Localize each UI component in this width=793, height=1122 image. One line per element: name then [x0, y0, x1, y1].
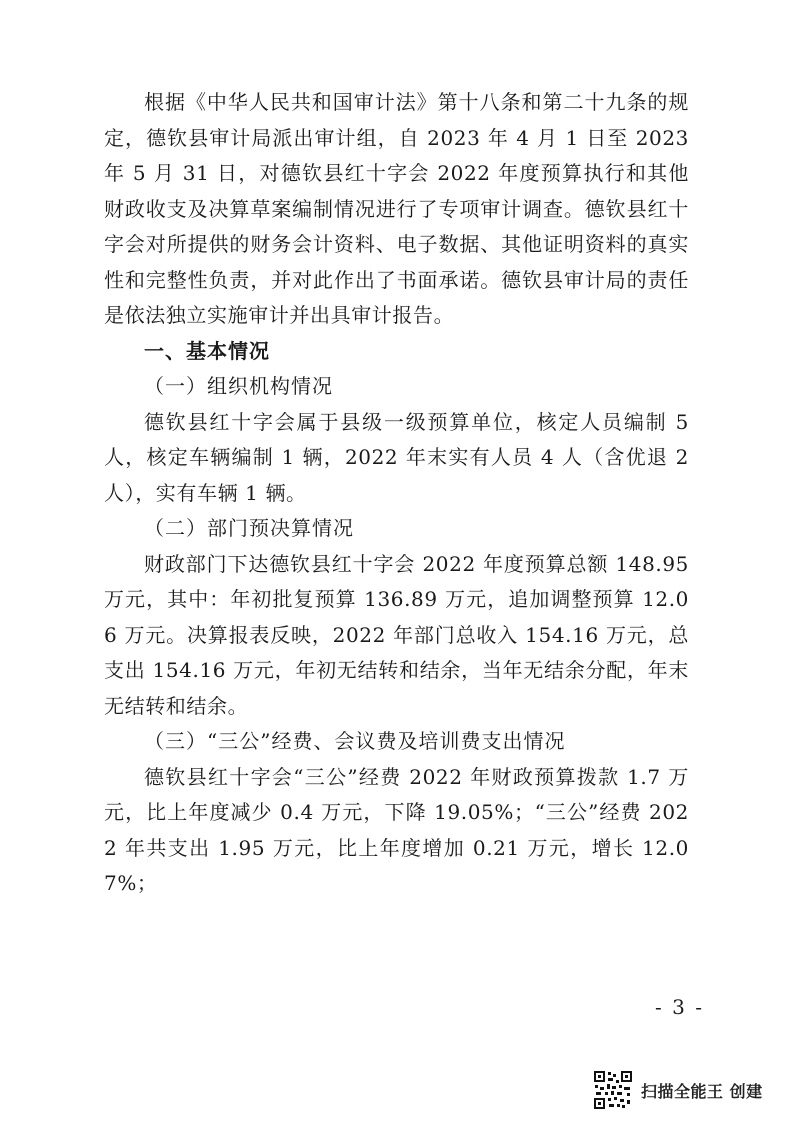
document-body: [104, 85, 689, 902]
subsection-heading-organization: （一）组织机构情况: [144, 374, 333, 398]
organization-paragraph: 德钦县红十字会属于县级一级预算单位，核定人员编制 5 人，核定车辆编制 1 辆，2022 年末实有人员 4 人（含优退 2 人），实有车辆 1 辆。: [104, 409, 689, 505]
intro-paragraph: 根据《中华人民共和国审计法》第十八条和第二十九条的规定，德钦县审计局派出审计组，自 2023 年 4 月 1 日至 2023 年 5 月 31 日，对德钦县红十字会 2022 年度预算执行和其他财政收支及决算草案编制情况进行了专项审计调查。德钦县红十字会对所提供的财务会计资料、电子数据、其他证明资料的真实性和完整性负责，并对此作出了书面承诺。德钦县审计局的责任是依法独立实施审计并出具审计报告。: [104, 90, 689, 327]
page-number: - 3 -: [655, 995, 704, 1019]
section-heading-basic-info: 一、基本情况: [144, 338, 270, 363]
subsection-heading-budget: （二）部门预决算情况: [144, 516, 354, 540]
qr-code-icon: [593, 1070, 633, 1110]
budget-paragraph: 财政部门下达德钦县红十字会 2022 年度预算总额 148.95 万元，其中：年初批复预算 136.89 万元，追加调整预算 12.06 万元。决算报表反映，2022 年部门总收入 154.16 万元，总支出 154.16 万元，年初无结转和结余，当年无结余分配，年末无结转和结余。: [104, 551, 689, 718]
expenses-paragraph: 德钦县红十字会“三公”经费 2022 年财政预算拨款 1.7 万元，比上年度减少 0.4 万元，下降 19.05%；“三公”经费 2022 年共支出 1.95 万元，比上年度增加 0.21 万元，增长 12.07%；: [104, 764, 689, 895]
watermark-text: 扫描全能王 创建: [641, 1081, 763, 1101]
subsection-heading-expenses: （三）“三公”经费、会议费及培训费支出情况: [144, 729, 566, 753]
scanner-watermark: [593, 1070, 763, 1110]
